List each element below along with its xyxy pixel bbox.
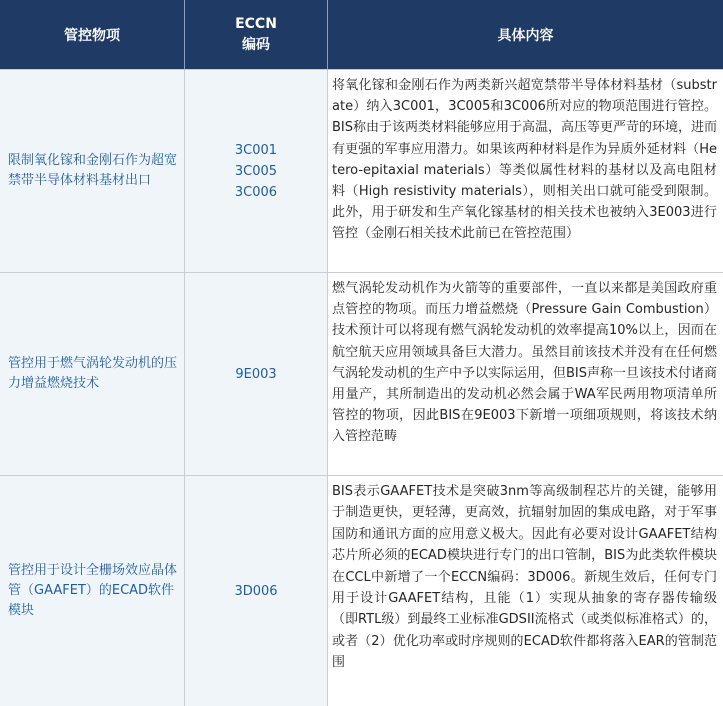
row-1-item-text: 限制氧化镓和金刚石作为超宽禁带半导体材料基材出口 (8, 153, 178, 188)
table-row-1-eccn (185, 70, 328, 273)
header-eccn-sublabel: 编码 (242, 36, 270, 53)
row-2-item-text: 管控用于燃气涡轮发动机的压力增益燃烧技术 (8, 356, 178, 391)
header-eccn-column (185, 0, 328, 70)
header-eccn-label: ECCN (235, 15, 277, 32)
header-item-label: 管控物项 (64, 27, 120, 44)
table-row-1-item (0, 70, 185, 273)
row-1-eccn-code: 3C006 (234, 184, 278, 200)
header-item-column (0, 0, 185, 70)
header-content-label: 具体内容 (497, 27, 554, 44)
row-3-item-text: 管控用于设计全栅场效应晶体管（GAAFET）的ECAD软件模块 (8, 563, 178, 618)
row-3-content-text: BIS表示GAAFET技术是突破3nm等高级制程芯片的关键，能够用于制造更快，更轻薄，更高效，抗辐射加固的集成电路，对于军事国防和通讯方面的应用意义极大。因此有必要对设计GAAFET结构芯片所必须的ECAD模块进行专门的出口管制，BIS为此类软件模块在CCL中新增了一个ECCN编码：3D006。新规生效后，任何专门用于设计GAAFET结构，且能（1）实现从抽象的寄存器传输级（即RTL级）到最终工业标准GDSII流格式（或类似标准格式）的，或者（2）优化功率或时序规则的ECAD软件都将落入EAR的管制范围 (332, 484, 717, 671)
table-row-2-content (328, 273, 723, 476)
header-content-column (328, 0, 723, 70)
table-row-2-item (0, 273, 185, 476)
row-3-eccn-code: 3D006 (234, 583, 278, 599)
table-row-3-content (328, 476, 723, 706)
row-2-content-text: 燃气涡轮发动机作为火箭等的重要部件，一直以来都是美国政府重点管控的物项。而压力增益燃烧（Pressure Gain Combustion）技术预计可以将现有燃气涡轮发动机的效率提高10%以上，因而在航空航天应用领域具备巨大潜力。虽然目前该技术并没有在任何燃气涡轮发动机的生产中予以实际运用，但BIS声称一旦该技术付诸商用量产，其所制造出的发动机必然会属于WA军民两用物项清单所管控的物项，因此BIS在9E003下新增一项细项规则，将该技术纳入管控范畴 (332, 281, 718, 445)
row-1-eccn-code: 3C005 (234, 163, 278, 179)
table-row-3-item (0, 476, 185, 706)
table-row-1-content (328, 70, 723, 273)
table-row-2-eccn (185, 273, 328, 476)
row-1-eccn-code: 3C001 (234, 142, 278, 158)
row-2-eccn-code: 9E003 (235, 366, 277, 382)
row-1-content-text: 将氧化镓和金刚石作为两类新兴超宽禁带半导体材料基材（substrate）纳入3C001，3C005和3C006所对应的物项范围进行管控。BIS称由于该两类材料能够应用于高温，高压等更严苛的环境，进而有更强的军事应用潜力。如果该两种材料是作为异质外延材料（Hetero-epitaxial materials）等类似属性材料的基材以及高电阻材料（High resistivity materials），则相关出口就可能受到限制。此外，用于研发和生产氧化镓基材的相关技术也被纳入3E003进行管控（金刚石相关技术此前已在管控范围） (332, 78, 718, 242)
table-row-3-eccn (185, 476, 328, 706)
